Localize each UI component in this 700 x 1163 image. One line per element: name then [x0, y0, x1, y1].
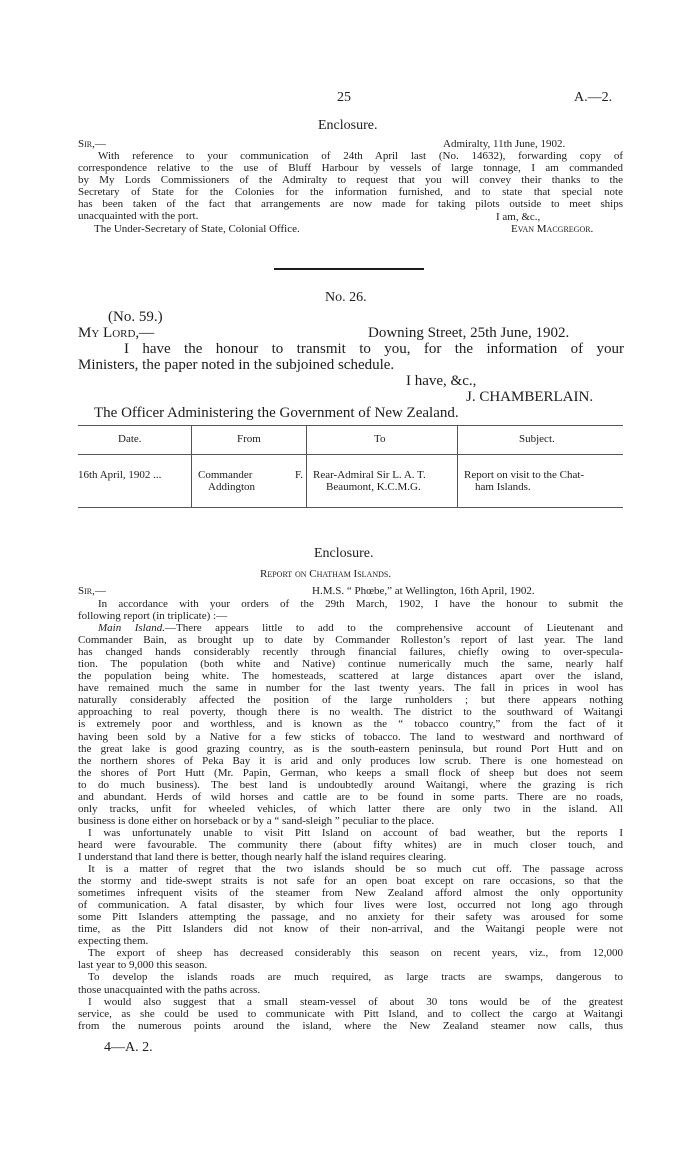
- text-line: unacquainted with the port.: [78, 210, 199, 223]
- text-line: correspondence relative to the use of Bluff Harbour by vessels of large tonnage, I am commanded: [78, 162, 623, 175]
- text-line: is extremely poor and worthless, and is known as the “ tobacco country,” from the fact of it: [78, 718, 623, 731]
- section-lead-in: Main Island.: [98, 622, 165, 635]
- text-line: Commander Bain, as brought up to date by Commander Rolleston’s report of last year. The land: [78, 634, 623, 647]
- text-line: heard were favourable. The community there (about fifty whites) are in much closer touch, and: [78, 838, 623, 851]
- table-rule-header: [78, 454, 623, 455]
- text-line: the northern shores of Peka Bay it is arid and only produces low scrub. There is one homestead on: [78, 754, 623, 767]
- despatch-line: I have the honour to transmit to you, for the information of your: [124, 341, 624, 357]
- enclosure-heading: Enclosure.: [318, 118, 378, 133]
- text-line: has been taken of the fact that arrangements are now made for taking pilots outside to meet ships: [78, 198, 623, 211]
- text-line: having been sold by a Native for a few sticks of tobacco. The land to westward and northward of: [78, 730, 623, 743]
- text-line: With reference to your communication of 24th April last (No. 14632), forwarding copy of: [98, 150, 623, 162]
- despatch-addressee: The Officer Administering the Government of New Zealand.: [94, 405, 459, 421]
- enclosure-place-date: Admiralty, 11th June, 1902.: [443, 138, 566, 150]
- text-line: In accordance with your orders of the 29th March, 1902, I have the honour to submit the: [98, 598, 623, 610]
- text-line: of communication. A fatal disaster, by which four lives were lost, occurred not long ago through: [78, 899, 623, 912]
- text-line: only tracks, unfit for wheeled vehicles, of which latter there are only two in the island. All: [78, 802, 623, 815]
- text-line: tion. The population (both white and Native) continue numerically much the same, nearly half: [78, 658, 623, 671]
- text-line: approaching to real poverty, though there is no wealth. The district to the southward of Waitangi: [78, 706, 623, 719]
- report-salutation: Sir,—: [78, 585, 106, 597]
- text-line: has changed hands considerably recently through financial failures, chiefly owing to over-specula-: [78, 646, 623, 659]
- enclosure-signature: Evan Macgregor.: [511, 223, 594, 235]
- despatch-salutation: My Lord,—: [78, 325, 155, 341]
- despatch-line: Ministers, the paper noted in the subjoined schedule.: [78, 357, 395, 373]
- text-line: sometimes infrequent visits of the steamer from New Zealand afford almost the only opportunity: [78, 887, 623, 900]
- enclosure-salutation: Sir,—: [78, 138, 106, 150]
- table-header-date: Date.: [118, 433, 142, 445]
- document-reference: A.—2.: [574, 90, 613, 105]
- enclosure1-body: [78, 150, 623, 222]
- table-column-divider: [306, 425, 307, 507]
- table-header-subject: Subject.: [519, 433, 555, 445]
- table-cell-from: Addington: [208, 481, 256, 493]
- table-cell-subject: ham Islands.: [475, 481, 531, 493]
- table-column-divider: [191, 425, 192, 507]
- table-cell-subject: Report on visit to the Chat-: [464, 469, 585, 481]
- text-line: business is done either on horseback or by a “ sand-sleigh ” peculiar to the place.: [78, 814, 435, 827]
- despatch-place-date: Downing Street, 25th June, 1902.: [368, 325, 570, 341]
- table-rule-bottom: [78, 507, 623, 508]
- text-line: I understand that land there is better, though nearly half the island requires clearing.: [78, 850, 447, 863]
- despatch-number: No. 26.: [325, 290, 367, 305]
- text-line: the shores of Port Hutt (Mr. Papin, German, who keeps a small flock of sheep but does not seem: [78, 766, 623, 779]
- text-line: the stormy and tide-swept straits is not safe for an open boat except on rare occasions, so that the: [78, 875, 623, 888]
- text-line: last year to 9,000 this season.: [78, 959, 208, 972]
- enclosure-closing: I am, &c.,: [496, 211, 541, 223]
- table-header-from: From: [237, 433, 261, 445]
- text-line: the great lake is good grazing country, as is the south-eastern peninsula, but round Port Hutt and on: [78, 742, 623, 755]
- table-column-divider: [457, 425, 458, 507]
- enclosure-addressee: The Under-Secretary of State, Colonial Office.: [94, 223, 300, 235]
- text-line: by My Lords Commissioners of the Admiralty to request that you will convey their thanks to the: [78, 174, 623, 187]
- text-line: the population being white. The homesteads, scattered at large distances apart over the island,: [78, 670, 623, 683]
- text-line: naturally considerably affected the position of the large runholders ; but there appears nothing: [78, 694, 623, 707]
- text-line: from the numerous points around the island, where the New Zealand steamer now calls, thus: [78, 1019, 623, 1032]
- table-cell-to: Rear-Admiral Sir L. A. T.: [313, 469, 426, 481]
- table-rule-top: [78, 425, 623, 426]
- text-line: The export of sheep has decreased considerably this season on recent years, viz., from 12,000: [88, 947, 623, 960]
- text-line: some Pitt Islanders attempting the passage, and no anxiety for their safety was aroused for some: [78, 911, 623, 924]
- report-title: Report on Chatham Islands.: [260, 568, 392, 580]
- text-line: Secretary of State for the Colonies for the information furnished, and to state that special note: [78, 186, 623, 199]
- enclosure-heading: Enclosure.: [314, 546, 374, 561]
- text-line: time, as the Pitt Islanders did not know of their non-arrival, and the Waitangi people were not: [78, 923, 623, 936]
- signature-mark: 4—A. 2.: [104, 1040, 153, 1055]
- table-cell-date: 16th April, 1902 ...: [78, 469, 162, 481]
- text-line: those unacquainted with the paths across.: [78, 983, 261, 996]
- despatch-reference: (No. 59.): [108, 309, 163, 325]
- text-line: I was unfortunately unable to visit Pitt Island on account of bad weather, but the reports I: [88, 826, 623, 839]
- text-line: service, as she could be used to communicate with Pitt Island, and to collect the cargo at Waitangi: [78, 1007, 623, 1020]
- text-line: It is a matter of regret that the two islands should be so much cut off. The passage across: [88, 863, 623, 876]
- report-place-date: H.M.S. “ Phœbe,” at Wellington, 16th April, 1902.: [312, 585, 535, 597]
- table-cell-from: Commander F.: [198, 469, 303, 481]
- report-body: [78, 598, 623, 1032]
- table-header-to: To: [374, 433, 386, 445]
- section-divider: [274, 268, 424, 270]
- text-line: Main Island.—There appears little to add to the comprehensive account of Lieutenant and: [98, 622, 623, 635]
- table-cell-to: Beaumont, K.C.M.G.: [326, 481, 421, 493]
- text-line: I would also suggest that a small steam-vessel of about 30 tons would be of the greatest: [88, 995, 623, 1008]
- text-line: To develop the islands roads are much required, as large tracts are swamps, dangerous to: [88, 971, 623, 984]
- page-number: 25: [337, 90, 351, 105]
- text-line: following report (in triplicate) :—: [78, 610, 228, 623]
- text-line: to do much business). The best land is undoubtedly around Waitangi, where the grazing is rich: [78, 778, 623, 791]
- text-line: and abundant. Herds of wild horses and cattle are to be found in some parts. There are no roads,: [78, 790, 623, 803]
- despatch-closing: I have, &c.,: [406, 373, 477, 389]
- text-line: expecting them.: [78, 935, 149, 948]
- text-line: have remained much the same in number for the last twenty years. The fall in prices in wool has: [78, 682, 623, 695]
- despatch-signature: J. CHAMBERLAIN.: [466, 389, 594, 405]
